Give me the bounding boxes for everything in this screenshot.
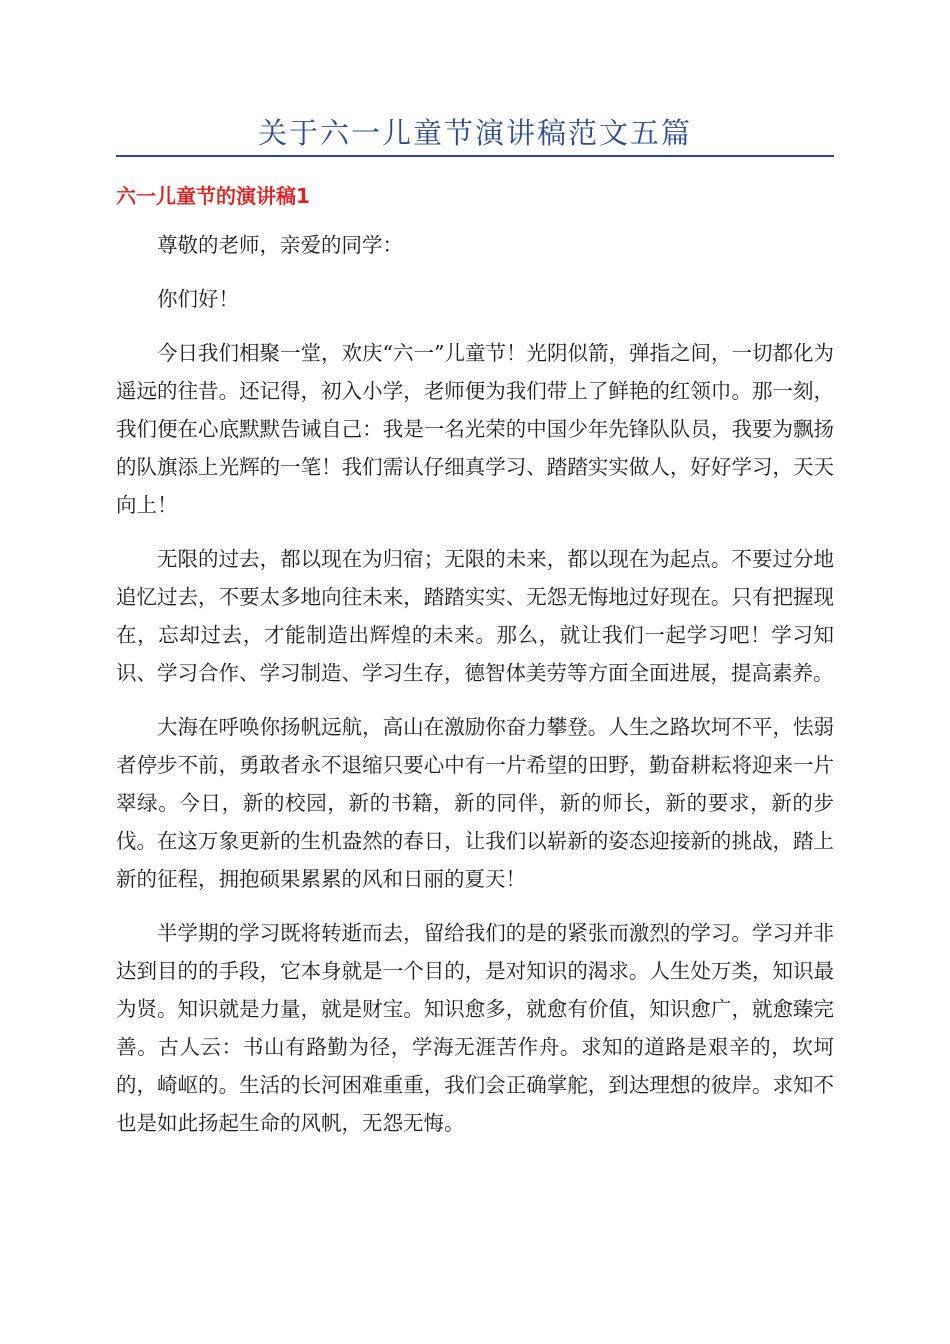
body-paragraph: 今日我们相聚一堂，欢庆“六一”儿童节！光阴似箭，弹指之间，一切都化为遥远的往昔。还记得，初入小学，老师便为我们带上了鲜艳的红领巾。那一刻，我们便在心底默默告诫自己：我是一名光荣的中国少年先锋队队员，我要为飘扬的队旗添上光辉的一笔！我们需认仔细真学习、踏踏实实做人，好好学习，天天向上！ <box>116 341 834 517</box>
section-heading: 六一儿童节的演讲稿1 <box>116 184 310 208</box>
body-paragraph: 大海在呼唤你扬帆远航，高山在激励你奋力攀登。人生之路坎坷不平，怯弱者停步不前，勇敢者永不退缩只要心中有一片希望的田野，勤奋耕耘将迎来一片翠绿。今日，新的校园，新的书籍，新的同伴，新的师长，新的要求，新的步伐。在这万象更新的生机盎然的春日，让我们以崭新的姿态迎接新的挑战，踏上新的征程，拥抱硕果累累的风和日丽的夏天！ <box>116 715 834 891</box>
title-underline <box>116 155 834 157</box>
document-page <box>116 0 834 1142</box>
greeting-paragraph: 你们好！ <box>157 287 239 311</box>
body-paragraph: 无限的过去，都以现在为归宿；无限的未来，都以现在为起点。不要过分地追忆过去，不要太多地向往未来，踏踏实实、无怨无悔地过好现在。只有把握现在，忘却过去，才能制造出辉煌的未来。那么，就让我们一起学习吧！学习知识、学习合作、学习制造、学习生存，德智体美劳等方面全面进展，提高素养。 <box>116 547 834 685</box>
body-paragraph: 半学期的学习既将转逝而去，留给我们的是的紧张而激烈的学习。学习并非达到目的的手段，它本身就是一个目的，是对知识的渴求。人生处万类，知识最为贤。知识就是力量，就是财宝。知识愈多，就愈有价值，知识愈广，就愈臻完善。古人云：书山有路勤为径，学海无涯苦作舟。求知的道路是艰辛的，坎坷的，崎岖的。生活的长河困难重重，我们会正确掌舵，到达理想的彼岸。求知不也是如此扬起生命的风帆，无怨无悔。 <box>116 921 834 1135</box>
salutation-paragraph: 尊敬的老师，亲爱的同学： <box>157 233 403 257</box>
document-title: 关于六一儿童节演讲稿范文五篇 <box>257 116 692 150</box>
